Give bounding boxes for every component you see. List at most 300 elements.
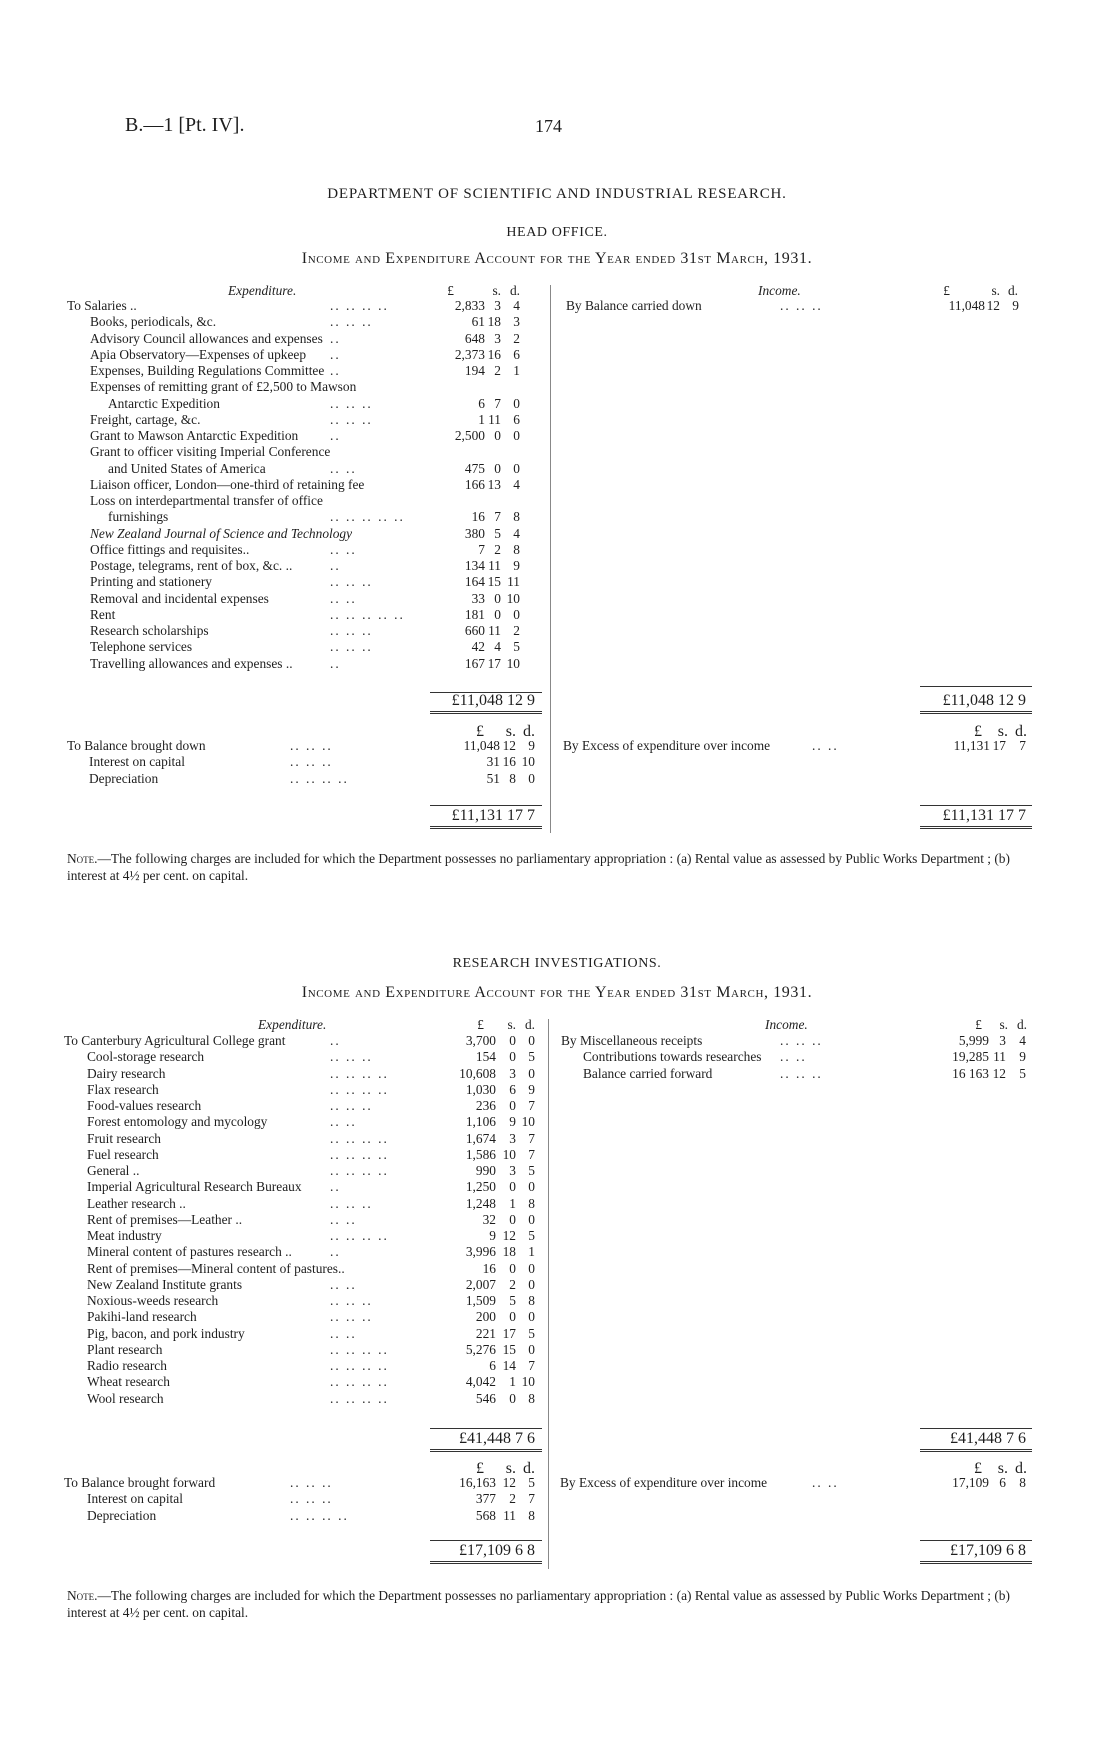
s2-rows-item-label: Radio research	[87, 1358, 167, 1373]
s1-expenditure-total-2: £11,131 17 7	[451, 807, 535, 824]
s2-rows-pence: 5	[528, 1049, 535, 1065]
s1-rows2-pence: 10	[521, 754, 535, 770]
s2-rows-pence: 7	[528, 1098, 535, 1113]
s2-rows2-pounds: 568	[475, 1507, 496, 1523]
s2-income-total2-rule-bottom	[920, 1561, 1032, 1564]
s2-rows-item-label: Dairy research	[87, 1065, 166, 1081]
s2-rows-pence: 10	[521, 1114, 535, 1130]
s2-shilling-header: s.	[507, 1017, 516, 1032]
s2-rows-item-label: To Canterbury Agricultural College grant	[64, 1033, 286, 1048]
s2-pound-header: £	[477, 1017, 484, 1032]
s2-income_rows2-pence: 8	[1019, 1475, 1026, 1490]
s1-rows-shillings: 16	[487, 346, 501, 362]
s2-income-shilling-header: s.	[999, 1017, 1008, 1032]
s1-rows-item-label: Grant to Mawson Antarctic Expedition	[90, 428, 299, 443]
s2-rows-pounds: 3,700	[465, 1033, 496, 1048]
s2-rows-leader-dots: .. .. .. ..	[330, 1228, 389, 1243]
s2-rows-shillings: 18	[502, 1244, 516, 1260]
s1-rows-shillings: 0	[494, 428, 501, 443]
s1-rows-pounds: 16	[471, 509, 485, 525]
s2-rows-pounds: 1,586	[465, 1146, 496, 1162]
s2-rows-pounds: 4,042	[465, 1374, 496, 1390]
s1-rows-pounds: 166	[464, 476, 485, 492]
s2-rows-shillings: 1	[509, 1374, 516, 1390]
s2-rows-shillings: 15	[502, 1341, 516, 1357]
s2-rows-pence: 10	[521, 1374, 535, 1390]
s2-income-total-rule-bottom	[920, 1449, 1032, 1452]
s2-rows-shillings: 12	[502, 1228, 516, 1243]
s2-note-label: Note.	[67, 1588, 98, 1603]
s1-account-title: Income and Expenditure Account for the Year ended 31st March, 1931.	[301, 250, 813, 267]
s2-account-title: Income and Expenditure Account for the Year ended 31st March, 1931.	[301, 984, 813, 1001]
s1-rows-item-label: Liaison officer, London—one-third of retaining fee	[90, 476, 365, 492]
s1-rows-item-label: Travelling allowances and expenses ..	[90, 655, 293, 671]
s1-rows-leader-dots: ..	[330, 428, 341, 443]
s1-income_rows2-item-label: By Excess of expenditure over income	[563, 738, 771, 753]
s2-rows2-pence: 8	[528, 1507, 535, 1523]
s1-rows-pounds: 1	[478, 411, 485, 427]
s2-pence-header-2: d.	[523, 1460, 535, 1477]
s2-total2-rule-top	[430, 1540, 542, 1541]
s2-rows-pence: 0	[528, 1033, 535, 1048]
s2-income_rows-shillings: 12	[992, 1065, 1006, 1081]
s2-rows-item-label: Meat industry	[87, 1228, 162, 1243]
s1-income-pound-header-2: £	[974, 723, 982, 740]
s2-rows-leader-dots: .. .. .. ..	[330, 1081, 389, 1097]
s1-rows-pence: 1	[513, 363, 520, 378]
s2-note	[67, 1588, 1035, 1621]
s1-rows-shillings: 7	[494, 509, 501, 525]
s2-rows-pounds: 1,509	[465, 1293, 496, 1308]
s2-income_rows-item-label: Balance carried forward	[583, 1065, 713, 1081]
s1-rows-pence: 9	[513, 558, 520, 573]
s2-rows-pounds: 546	[475, 1390, 496, 1406]
s1-rows-leader-dots: ..	[330, 558, 341, 573]
s2-rows2-pounds: 16,163	[459, 1475, 496, 1490]
s1-rows-leader-dots: .. .. ..	[330, 639, 373, 655]
s1-income_rows2-pence: 7	[1019, 738, 1026, 753]
s2-rows-shillings: 6	[509, 1081, 516, 1097]
s2-rows2-leader-dots: .. .. ..	[290, 1491, 333, 1507]
s1-rows-shillings: 0	[494, 606, 501, 622]
s1-income_rows2-leader-dots: .. ..	[812, 738, 839, 753]
s1-income_rows-item-label: By Balance carried down	[566, 298, 702, 313]
s1-rows-shillings: 7	[494, 395, 501, 411]
s1-rows-shillings: 3	[494, 330, 501, 346]
s1-rows-shillings: 17	[487, 655, 501, 671]
s2-rows-leader-dots: .. .. .. ..	[330, 1130, 389, 1146]
s1-rows-item-label: New Zealand Journal of Science and Technology	[90, 525, 353, 541]
s2-rows2-pence: 5	[528, 1475, 535, 1490]
s2-income-shilling-header-2: s.	[997, 1460, 1008, 1477]
s2-rows-pence: 0	[528, 1260, 535, 1276]
s1-rows-shillings: 2	[494, 363, 501, 378]
s1-rows-pounds: 134	[464, 558, 485, 573]
s1-rows-item-label: Grant to officer visiting Imperial Conference	[90, 444, 331, 460]
s2-column-divider	[548, 1019, 549, 1569]
s1-rows-shillings: 11	[488, 411, 501, 427]
s1-rows-pounds: 2,833	[454, 298, 485, 313]
s2-rows-pounds: 1,250	[465, 1179, 496, 1195]
s2-income_rows-pounds: 16 163	[952, 1065, 989, 1081]
s1-rows2-pence: 9	[528, 738, 535, 753]
s1-rows-shillings: 18	[487, 314, 501, 330]
s1-rows-item-label: Research scholarships	[90, 623, 209, 638]
s1-rows-shillings: 0	[494, 590, 501, 606]
s2-rows-leader-dots: .. .. ..	[330, 1049, 373, 1065]
s2-rows-shillings: 0	[509, 1033, 516, 1048]
s1-income-shilling-header-2: s.	[997, 723, 1008, 740]
s2-rows-pence: 0	[528, 1276, 535, 1292]
s2-rows-pence: 0	[528, 1309, 535, 1325]
s2-rows-leader-dots: .. ..	[330, 1325, 357, 1341]
s1-income_rows2-pounds: 11,131	[953, 738, 990, 753]
s2-rows-leader-dots: .. .. .. ..	[330, 1065, 389, 1081]
s1-rows-leader-dots: .. .. ..	[330, 411, 373, 427]
s1-rows-shillings: 13	[487, 476, 501, 492]
s1-rows2-shillings: 8	[509, 770, 516, 786]
s1-pound-header: £	[447, 283, 454, 298]
s1-rows-leader-dots: .. ..	[330, 541, 357, 557]
s2-total2-rule-bottom	[430, 1561, 542, 1564]
s2-shilling-header-2: s.	[505, 1460, 516, 1477]
department-heading: DEPARTMENT OF SCIENTIFIC AND INDUSTRIAL RESEARCH.	[327, 186, 787, 202]
s2-income_rows-pounds: 5,999	[958, 1033, 989, 1048]
s2-income_rows-item-label: By Miscellaneous receipts	[561, 1033, 703, 1048]
s2-rows-shillings: 5	[509, 1293, 516, 1308]
s1-rows-leader-dots: .. .. ..	[330, 314, 373, 330]
s1-rows-pounds: 380	[464, 525, 485, 541]
s1-rows-item-label: Rent	[90, 606, 116, 622]
s2-rows-pence: 0	[528, 1341, 535, 1357]
s2-income-heading: Income.	[765, 1017, 808, 1032]
s2-rows-pence: 8	[528, 1195, 535, 1211]
s2-rows-shillings: 2	[509, 1276, 516, 1292]
s1-rows-pounds: 33	[471, 590, 485, 606]
s2-rows2-shillings: 11	[503, 1507, 516, 1523]
s2-rows-leader-dots: .. ..	[330, 1211, 357, 1227]
s2-rows-pence: 7	[528, 1130, 535, 1146]
s1-rows2-shillings: 12	[502, 738, 516, 753]
s2-rows-pence: 8	[528, 1293, 535, 1308]
s1-rows-pounds: 61	[471, 314, 485, 330]
s1-rows-leader-dots: ..	[330, 655, 341, 671]
s2-income_rows2-pounds: 17,109	[952, 1475, 989, 1490]
s2-rows-item-label: New Zealand Institute grants	[87, 1276, 243, 1292]
s2-subheading: RESEARCH INVESTIGATIONS.	[452, 956, 662, 971]
s2-rows-item-label: Flax research	[87, 1081, 159, 1097]
s1-rows-item-label: furnishings	[108, 509, 169, 525]
s2-rows-shillings: 1	[509, 1195, 516, 1211]
s2-rows-leader-dots: .. .. ..	[330, 1309, 373, 1325]
s1-rows-pounds: 167	[464, 655, 485, 671]
s2-rows-item-label: Plant research	[87, 1341, 163, 1357]
s1-income-pence-header-2: d.	[1015, 723, 1027, 740]
s2-pound-header-2: £	[476, 1460, 484, 1477]
s1-income-total: £11,048 12 9	[942, 692, 1026, 709]
s2-rows-pence: 5	[528, 1228, 535, 1243]
s1-rows-item-label: Expenses, Building Regulations Committee	[90, 363, 325, 378]
s1-rows-pounds: 7	[478, 541, 485, 557]
s1-rows2-pounds: 11,048	[463, 738, 500, 753]
s1-rows-pounds: 475	[464, 460, 485, 476]
s1-rows-pence: 3	[513, 314, 520, 330]
s1-rows-item-label: Removal and incidental expenses	[90, 590, 269, 606]
s2-rows-item-label: Food-values research	[87, 1098, 202, 1113]
s2-rows-leader-dots: .. .. .. ..	[330, 1163, 389, 1178]
s1-rows2-item-label: Depreciation	[89, 770, 159, 786]
s2-rows-pounds: 32	[482, 1211, 496, 1227]
s2-rows-leader-dots: .. .. ..	[330, 1195, 373, 1211]
s1-rows-pence: 0	[513, 428, 520, 443]
s2-income-total-2: £17,109 6 8	[950, 1542, 1026, 1559]
s2-rows-shillings: 0	[509, 1179, 516, 1195]
s2-income-total2-rule-top	[920, 1540, 1032, 1541]
s1-rows-pounds: 164	[464, 574, 485, 590]
s2-rows-leader-dots: .. .. ..	[330, 1098, 373, 1113]
s1-rows-leader-dots: .. .. ..	[330, 395, 373, 411]
s2-rows-shillings: 0	[509, 1309, 516, 1325]
s2-rows-shillings: 9	[509, 1114, 516, 1130]
s2-income-pound-header-2: £	[974, 1460, 982, 1477]
s1-rows-pence: 5	[513, 639, 520, 655]
s1-rows-pence: 4	[513, 298, 520, 313]
s1-rows-shillings: 11	[488, 558, 501, 573]
s2-rows-shillings: 3	[509, 1130, 516, 1146]
s2-rows2-item-label: To Balance brought forward	[64, 1475, 216, 1490]
s1-income_rows-pounds: 11,048	[948, 298, 985, 313]
s2-total-rule-bottom	[430, 1449, 542, 1452]
s2-rows-item-label: General ..	[87, 1163, 140, 1178]
s2-pence-header: d.	[524, 1017, 535, 1032]
s1-rows-leader-dots: .. .. ..	[330, 574, 373, 590]
s1-rows-item-label: Advisory Council allowances and expenses	[90, 330, 323, 346]
s1-rows-leader-dots: .. ..	[330, 460, 357, 476]
s1-income-total-2: £11,131 17 7	[942, 807, 1026, 824]
s2-rows-pence: 0	[528, 1179, 535, 1195]
s2-income_rows-shillings: 11	[993, 1049, 1006, 1065]
s1-rows-shillings: 15	[487, 574, 501, 590]
s2-income-pence-header-2: d.	[1015, 1460, 1027, 1477]
s2-income_rows-leader-dots: .. .. ..	[780, 1065, 823, 1081]
s1-rows-item-label: Telephone services	[90, 639, 193, 655]
s2-rows-pence: 0	[528, 1211, 535, 1227]
s1-rows-pence: 10	[506, 655, 520, 671]
s2-rows-leader-dots: .. .. .. ..	[330, 1358, 389, 1373]
s2-rows-item-label: Wheat research	[87, 1374, 170, 1390]
s2-rows-item-label: Rent of premises—Leather ..	[87, 1211, 243, 1227]
s1-rows-item-label: Expenses of remitting grant of £2,500 to Mawson	[90, 379, 357, 395]
s1-income-pound-header: £	[943, 283, 950, 298]
s1-rows-leader-dots: ..	[330, 363, 341, 378]
s2-total-rule-top	[430, 1428, 542, 1429]
s1-rows-shillings: 11	[488, 623, 501, 638]
s2-rows-pounds: 1,248	[465, 1195, 496, 1211]
s2-rows-item-label: Pakihi-land research	[87, 1309, 197, 1325]
s2-income_rows-item-label: Contributions towards researches	[583, 1049, 762, 1065]
s1-expenditure-total: £11,048 12 9	[451, 692, 535, 709]
s1-income-shilling-header: s.	[991, 283, 1000, 298]
s2-rows-pounds: 200	[475, 1309, 496, 1325]
s2-expenditure-total-2: £17,109 6 8	[459, 1542, 535, 1559]
s1-rows-item-label: Postage, telegrams, rent of box, &c. ..	[90, 558, 293, 573]
s2-rows-leader-dots: .. .. .. ..	[330, 1146, 389, 1162]
s1-rows-pounds: 6	[478, 395, 485, 411]
s2-rows-item-label: Forest entomology and mycology	[87, 1114, 268, 1130]
s1-rows-item-label: and United States of America	[108, 460, 266, 476]
s2-income_rows2-leader-dots: .. ..	[812, 1475, 839, 1490]
s2-rows-pence: 7	[528, 1358, 535, 1373]
s1-rows-item-label: Antarctic Expedition	[108, 395, 220, 411]
s2-rows-item-label: Noxious-weeds research	[87, 1293, 219, 1308]
s1-rows-pence: 4	[513, 476, 520, 492]
s2-rows2-shillings: 12	[502, 1475, 516, 1490]
s2-rows-leader-dots: ..	[330, 1033, 341, 1048]
s1-income_rows-leader-dots: .. .. ..	[780, 298, 823, 313]
s1-rows-pounds: 42	[471, 639, 485, 655]
s1-note-label: Note.	[67, 851, 98, 866]
s1-shilling-header: s.	[492, 283, 501, 298]
s2-rows-pence: 5	[528, 1163, 535, 1178]
s2-income_rows-pence: 5	[1019, 1065, 1026, 1081]
s2-rows-pence: 8	[528, 1390, 535, 1406]
s1-subheading: HEAD OFFICE.	[506, 225, 608, 240]
s2-rows-item-label: Fuel research	[87, 1146, 159, 1162]
s2-rows-pounds: 10,608	[459, 1065, 496, 1081]
s1-rows2-leader-dots: .. .. ..	[290, 754, 333, 770]
s2-rows-pounds: 3,996	[465, 1244, 496, 1260]
s2-rows-shillings: 0	[509, 1390, 516, 1406]
s1-rows-pounds: 648	[464, 330, 485, 346]
s2-income_rows-pence: 9	[1019, 1049, 1026, 1065]
s2-rows-leader-dots: .. .. ..	[330, 1293, 373, 1308]
s1-rows-pence: 10	[506, 590, 520, 606]
s1-rows-shillings: 0	[494, 460, 501, 476]
s2-rows2-pounds: 377	[475, 1491, 496, 1507]
s1-rows-item-label: Freight, cartage, &c.	[90, 411, 201, 427]
s2-rows-pence: 7	[528, 1146, 535, 1162]
s2-rows-shillings: 0	[509, 1049, 516, 1065]
s1-income_rows-shillings: 12	[986, 298, 1000, 313]
s2-rows-pounds: 1,674	[465, 1130, 496, 1146]
s2-income-pound-header: £	[975, 1017, 982, 1032]
s2-rows-item-label: Pig, bacon, and pork industry	[87, 1325, 245, 1341]
s1-rows-pounds: 194	[464, 363, 485, 378]
s2-rows-shillings: 3	[509, 1065, 516, 1081]
s2-rows-leader-dots: ..	[330, 1244, 341, 1260]
s2-income_rows-leader-dots: .. .. ..	[780, 1033, 823, 1048]
s1-rows-pence: 11	[507, 574, 520, 590]
s2-rows-shillings: 0	[509, 1211, 516, 1227]
s1-rows-pence: 0	[513, 606, 520, 622]
s1-rows-pence: 0	[513, 395, 520, 411]
s1-rows-pounds: 660	[464, 623, 485, 638]
s2-rows-pence: 9	[528, 1081, 535, 1097]
s2-rows-pence: 5	[528, 1325, 535, 1341]
s2-rows-pounds: 6	[489, 1358, 496, 1373]
s1-rows2-pounds: 31	[486, 754, 500, 770]
s1-pound-header-2: £	[476, 723, 484, 740]
s2-income_rows-pence: 4	[1019, 1033, 1026, 1048]
s1-rows2-pounds: 51	[486, 770, 500, 786]
s2-rows-pounds: 1,030	[465, 1081, 496, 1097]
s2-rows-pounds: 154	[475, 1049, 496, 1065]
s2-rows-shillings: 0	[509, 1098, 516, 1113]
s1-rows-leader-dots: .. .. .. ..	[330, 298, 389, 313]
s1-rows-pence: 8	[513, 541, 520, 557]
s2-rows2-leader-dots: .. .. ..	[290, 1475, 333, 1490]
s1-income_rows2-shillings: 17	[992, 738, 1006, 753]
s1-pence-header: d.	[509, 283, 520, 298]
s2-rows-shillings: 17	[502, 1325, 516, 1341]
s2-income-total: £41,448 7 6	[950, 1430, 1026, 1447]
s1-rows-item-label: Apia Observatory—Expenses of upkeep	[90, 346, 307, 362]
page-number: 174	[535, 116, 562, 136]
s2-rows-leader-dots: .. .. .. ..	[330, 1341, 389, 1357]
s1-rows-item-label: Office fittings and requisites..	[90, 541, 250, 557]
s2-income-pence-header: d.	[1016, 1017, 1027, 1032]
s1-rows-pence: 0	[513, 460, 520, 476]
s1-expenditure-heading: Expenditure.	[228, 283, 297, 298]
s2-income_rows2-shillings: 6	[999, 1475, 1006, 1490]
s1-rows-item-label: To Salaries ..	[67, 298, 137, 313]
s1-shilling-header-2: s.	[505, 723, 516, 740]
s2-income_rows-shillings: 3	[999, 1033, 1006, 1048]
s2-expenditure-total: £41,448 7 6	[459, 1430, 535, 1447]
s1-rows-leader-dots: ..	[330, 346, 341, 362]
s2-rows-leader-dots: ..	[330, 1179, 341, 1195]
s2-rows-leader-dots: .. ..	[330, 1276, 357, 1292]
s2-rows-item-label: Fruit research	[87, 1130, 161, 1146]
s1-rows-pounds: 2,500	[454, 428, 485, 443]
s1-rows2-item-label: Interest on capital	[89, 754, 185, 770]
s1-rows-leader-dots: .. .. ..	[330, 623, 373, 638]
s1-income-heading: Income.	[758, 283, 801, 298]
s2-rows-pounds: 9	[489, 1228, 496, 1243]
s1-rows-pence: 2	[513, 330, 520, 346]
s2-rows2-item-label: Depreciation	[87, 1507, 157, 1523]
s1-rows-shillings: 4	[494, 639, 501, 655]
s2-rows-pence: 1	[528, 1244, 535, 1260]
s1-rows2-pence: 0	[528, 770, 535, 786]
s2-income_rows2-item-label: By Excess of expenditure over income	[560, 1475, 768, 1490]
s2-income_rows-leader-dots: .. ..	[780, 1049, 807, 1065]
s2-rows-pounds: 236	[475, 1098, 496, 1113]
s2-rows-shillings: 14	[502, 1358, 516, 1373]
s2-rows-pounds: 5,276	[465, 1341, 496, 1357]
s2-note-text: —The following charges are included for which the Department possesses no parliamentary appropriation : (a) Rental value as assessed by Public Works Department ; (b) interest at 4½ per cent. on capital.	[67, 1588, 1010, 1620]
s2-rows2-leader-dots: .. .. .. ..	[290, 1507, 349, 1523]
s1-rows-pence: 6	[513, 346, 520, 362]
s2-rows2-pence: 7	[528, 1491, 535, 1507]
s1-rows-pence: 2	[513, 623, 520, 638]
s1-rows-item-label: Books, periodicals, &c.	[90, 314, 217, 330]
s1-rows-shillings: 2	[494, 541, 501, 557]
s2-rows2-shillings: 2	[509, 1491, 516, 1507]
s2-rows-item-label: Leather research ..	[87, 1195, 186, 1211]
s2-expenditure-heading: Expenditure.	[258, 1017, 327, 1032]
s1-rows-leader-dots: .. .. .. .. ..	[330, 509, 405, 525]
s2-rows-pounds: 990	[475, 1163, 496, 1178]
s1-rows-shillings: 3	[494, 298, 501, 313]
s2-rows-pounds: 221	[475, 1325, 496, 1341]
s1-rows-pounds: 2,373	[454, 346, 485, 362]
s1-rows2-leader-dots: .. .. .. ..	[290, 770, 349, 786]
s1-rows-item-label: Loss on interdepartmental transfer of office	[90, 493, 323, 508]
s2-rows-leader-dots: .. ..	[330, 1114, 357, 1130]
s2-rows-item-label: Rent of premises—Mineral content of pastures..	[87, 1260, 345, 1276]
s1-rows-leader-dots: .. ..	[330, 590, 357, 606]
